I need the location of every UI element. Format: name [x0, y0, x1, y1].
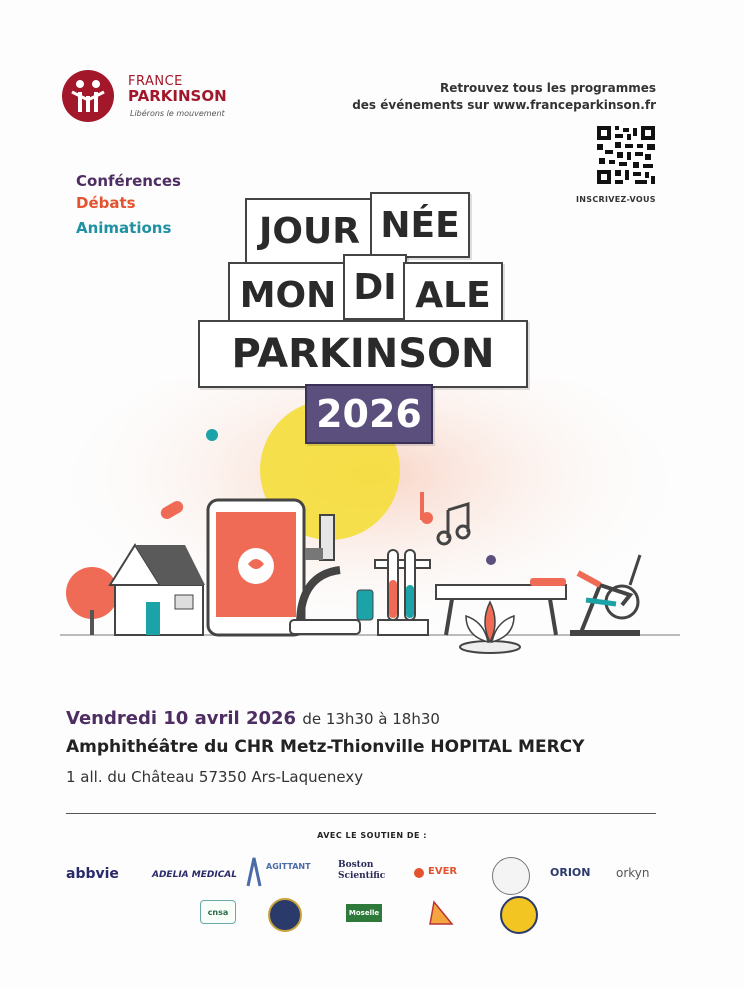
logo-figures-icon [62, 70, 114, 122]
sponsor-agittant-mark-icon [244, 856, 264, 888]
event-date-line [66, 708, 440, 729]
tablet-icon [208, 500, 304, 635]
sponsor-agittant: AGITTANT [266, 862, 311, 871]
sponsor-moselle [346, 904, 382, 922]
tag-animations: Animations [76, 219, 172, 237]
promo-line1: Retrouvez tous les programmes [439, 81, 656, 95]
logo-tagline: Libérons le mouvement [130, 109, 225, 118]
promo-text [326, 80, 656, 114]
sponsor-ever-dot-icon [414, 868, 424, 878]
title-tile-jour: JOUR [245, 198, 374, 264]
event-address: 1 all. du Château 57350 Ars-Laquenexy [66, 768, 364, 786]
sponsors-heading: AVEC LE SOUTIEN DE : [317, 831, 427, 840]
logo-line1: FRANCE [128, 74, 183, 89]
sponsor-boston-scientific: Boston Scientific [338, 860, 386, 881]
tag-conferences: Conférences [76, 172, 181, 190]
title-tile-nee: NÉE [370, 192, 470, 258]
sponsor-cnsa [200, 900, 236, 924]
divider [66, 813, 656, 814]
promo-line2[interactable]: des événements sur www.franceparkinson.fr [352, 98, 656, 112]
logo-line2: PARKINSON [128, 87, 227, 105]
sponsor-circle-logo [492, 857, 530, 895]
sponsor-sail-logo-icon [426, 898, 456, 928]
qr-label: INSCRIVEZ-VOUS [576, 195, 656, 204]
sponsor-moselle-label: Moselle [348, 909, 380, 917]
title-tile-parkinson: PARKINSON [198, 320, 528, 388]
sponsor-cnsa-label: cnsa [207, 907, 229, 917]
sponsor-ever: EVER [428, 866, 458, 877]
france-parkinson-logo [62, 70, 114, 122]
event-time: de 13h30 à 18h30 [302, 710, 440, 728]
title-year: 2026 [305, 384, 433, 444]
sponsor-orkyn: orkyn [616, 866, 650, 880]
tag-debats: Débats [76, 194, 136, 212]
sponsor-orion: ORION [550, 866, 591, 879]
qr-code-icon[interactable] [597, 126, 655, 184]
event-venue: Amphithéâtre du CHR Metz-Thionville HOPITAL MERCY [66, 737, 585, 757]
event-date: Vendredi 10 avril 2026 [66, 708, 297, 729]
sponsor-adelia: ADELIA MEDICAL [152, 870, 237, 880]
sponsor-crest-logo [268, 898, 302, 932]
title-tile-di: DI [343, 254, 407, 320]
sponsor-abbvie: abbvie [66, 866, 119, 882]
title-tile-mon: MON [228, 262, 348, 328]
title-tile-ale: ALE [403, 262, 503, 328]
flask-icon [357, 590, 373, 620]
sponsor-lions-logo [500, 896, 538, 934]
